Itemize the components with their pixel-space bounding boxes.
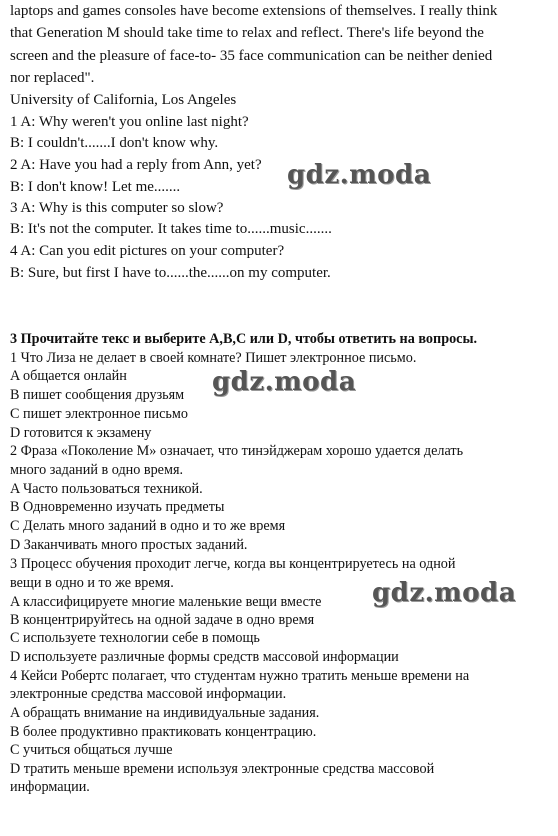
- option-line: информации.: [10, 779, 90, 795]
- option-line: D тратить меньше времени используя электронные средства массовой: [10, 761, 435, 777]
- option-line: D используете различные формы средств массовой информации: [10, 649, 399, 665]
- option-line: D Заканчивать много простых заданий.: [10, 537, 248, 553]
- dialogue-line: 1 A: Why weren't you online last night?: [10, 114, 249, 130]
- option-line: B пишет сообщения друзьям: [10, 387, 185, 403]
- dialogue-line: B: It's not the computer. It takes time to......music.......: [10, 221, 332, 237]
- question-line: 3 Процесс обучения проходит легче, когда вы концентрируетесь на одной: [10, 556, 456, 572]
- watermark: gdz.moda: [212, 367, 357, 397]
- watermark: gdz.moda: [372, 578, 517, 608]
- option-line: D готовится к экзамену: [10, 425, 152, 441]
- option-line: C используете технологии себе в помощь: [10, 630, 260, 646]
- question-line: 2 Фраза «Поколение М» означает, что тинэйджерам хорошо удается делать: [10, 443, 464, 459]
- option-line: B Одновременно изучать предметы: [10, 499, 225, 515]
- option-line: C Делать много заданий в одно и то же время: [10, 518, 286, 534]
- option-line: A Часто пользоваться техникой.: [10, 481, 203, 497]
- english-line: nor replaced".: [10, 70, 95, 86]
- option-line: A обращать внимание на индивидуальные задания.: [10, 705, 320, 721]
- english-line: that Generation M should take time to relax and reflect. There's life beyond the: [10, 25, 484, 41]
- dialogue-line: B: I couldn't.......I don't know why.: [10, 135, 219, 151]
- option-line: B концентрируйтесь на одной задаче в одно время: [10, 612, 315, 628]
- dialogue-line: B: Sure, but first I have to......the......on my computer.: [10, 265, 331, 281]
- english-line: laptops and games consoles have become extensions of themselves. I really think: [10, 3, 498, 19]
- question-line: 4 Кейси Робертс полагает, что студентам нужно тратить меньше времени на: [10, 668, 470, 684]
- option-line: C учиться общаться лучше: [10, 742, 173, 758]
- question-line: электронные средства массовой информации.: [10, 686, 287, 702]
- option-line: A классифицируете многие маленькие вещи вместе: [10, 594, 322, 610]
- question-line: 1 Что Лиза не делает в своей комнате? Пишет электронное письмо.: [10, 350, 417, 366]
- option-line: B более продуктивно практиковать концентрацию.: [10, 724, 317, 740]
- dialogue-line: 4 A: Can you edit pictures on your computer?: [10, 243, 285, 259]
- watermark: gdz.moda: [287, 160, 432, 190]
- source-attribution: University of California, Los Angeles: [10, 92, 237, 108]
- option-line: C пишет электронное письмо: [10, 406, 188, 422]
- option-line: A общается онлайн: [10, 368, 127, 384]
- dialogue-line: 2 A: Have you had a reply from Ann, yet?: [10, 157, 262, 173]
- question-line: много заданий в одно время.: [10, 462, 184, 478]
- task-heading: 3 Прочитайте текс и выберите A,B,C или D, чтобы ответить на вопросы.: [10, 331, 478, 347]
- english-line: screen and the pleasure of face-to- 35 face communication can be neither denied: [10, 48, 493, 64]
- question-line: вещи в одно и то же время.: [10, 575, 174, 591]
- dialogue-line: 3 A: Why is this computer so slow?: [10, 200, 224, 216]
- dialogue-line: B: I don't know! Let me.......: [10, 179, 181, 195]
